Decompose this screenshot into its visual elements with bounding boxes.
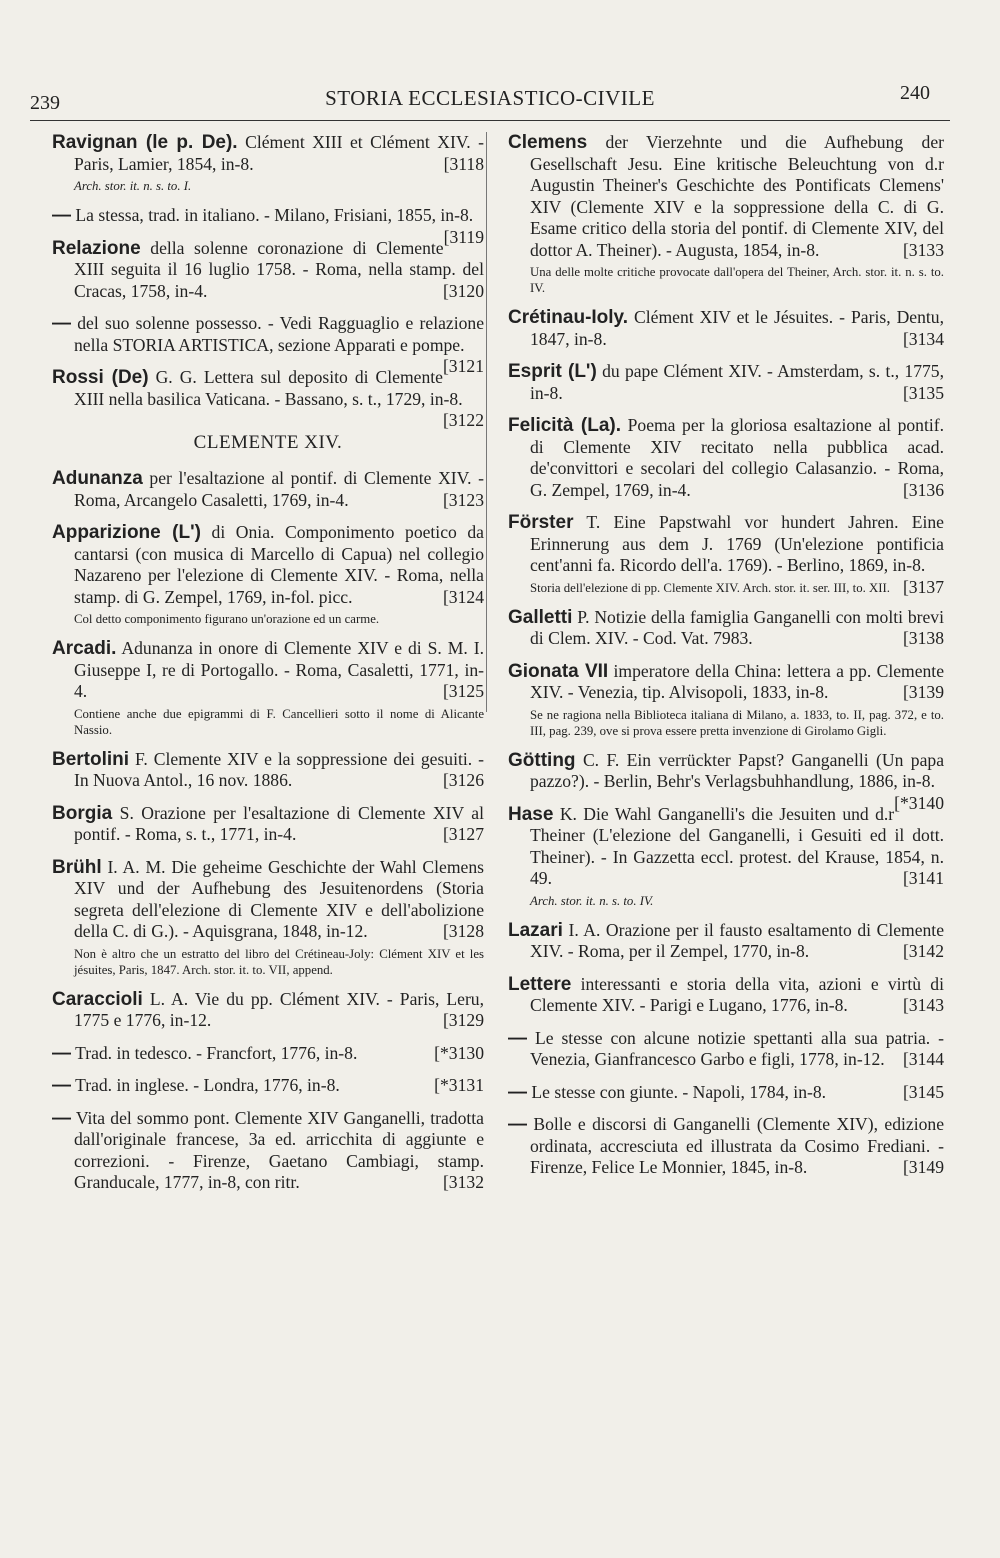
entry-text: G. G. Lettera sul deposito di Clemente XIII nella basilica Vaticana. - Bassano, s. t., 1729, in-8.: [74, 367, 463, 409]
entry-headword: —: [52, 313, 71, 334]
entry-number: [3126: [442, 770, 484, 790]
entry-text: K. Die Wahl Ganganelli's die Jesuiten und d.r Theiner (L'elezione del Ganganelli, i Gesuiti ed il dott. Theiner). - In Gazzetta eccl. protest. del Krause, 1854, n. 49.: [530, 803, 944, 888]
entry-body: [508, 1027, 945, 1071]
entry-text: S. Orazione per l'esaltazione di Clemente XIV al pontif. - Roma, s. t., 1771, in-4.: [74, 802, 484, 844]
bibliography-entry: [508, 415, 944, 501]
bibliography-entry: [52, 468, 484, 511]
entry-body: [52, 1042, 484, 1065]
bibliography-entry: [508, 607, 944, 650]
entry-headword: —: [52, 1075, 71, 1096]
entry-note: Non è altro che un estratto del libro del Crétineau-Joly: Clément XIV et les jésuites, Paris, 1847. Arch. stor. it. to. VII, append.: [74, 946, 484, 977]
page-header: [30, 80, 950, 121]
bibliography-entry: [508, 749, 945, 813]
entry-headword: —: [508, 1027, 527, 1049]
entry-body: [508, 415, 945, 501]
entry-note: Storia dell'elezione di pp. Clemente XIV. Arch. stor. it. ser. III, to. XII.: [530, 580, 890, 595]
entry-headword: Borgia: [52, 802, 113, 824]
entry-number: [3142: [902, 941, 944, 961]
entry-note: Se ne ragiona nella Biblioteca italiana di Milano, a. 1833, to. II, pag. 372, e to. III, pag. 239, ove si prova essere pretta invenzione di Girolamo Gigli.: [530, 707, 944, 738]
bibliography-entry: [508, 661, 944, 739]
entry-number: [3138: [902, 628, 944, 648]
bibliography-entry: [52, 238, 484, 303]
entry-headword: Adunanza: [52, 468, 143, 489]
entry-headword: Götting: [508, 749, 576, 771]
entry-headword: Förster: [508, 512, 574, 533]
entry-number: [3120: [442, 280, 484, 301]
running-title: STORIA ECCLESIASTICO-CIVILE: [325, 86, 655, 110]
entry-headword: Lettere: [508, 973, 572, 995]
right-column: [508, 132, 944, 1190]
entry-text: Trad. in inglese. - Londra, 1776, in-8.: [75, 1075, 340, 1095]
entry-headword: Bertolini: [52, 748, 130, 770]
entry-headword: Brühl: [52, 856, 102, 878]
entry-body: [508, 1114, 944, 1179]
entry-headword: —: [52, 1042, 71, 1064]
entry-body: [508, 307, 944, 350]
entry-body: [508, 132, 944, 261]
entry-headword: Esprit (L'): [508, 361, 597, 382]
entry-body: [508, 606, 944, 650]
entry-number: [3122: [442, 410, 484, 430]
entry-headword: Ravignan (le p. De).: [52, 132, 238, 153]
entry-number: [3121: [442, 356, 484, 376]
entry-headword: Caraccioli: [52, 988, 143, 1010]
entry-body: [508, 1081, 944, 1104]
entry-headword: Gionata VII: [508, 660, 609, 682]
bibliography-entry: [52, 857, 484, 978]
bibliography-entry: [52, 1075, 484, 1097]
entry-number: [3124: [442, 586, 484, 607]
bibliography-entry: [52, 522, 484, 627]
entry-body: [508, 919, 944, 963]
entry-text: Bolle e discorsi di Ganganelli (Clemente XIV), edizione ordinata, accresciuta ed illustrata da Cosimo Frediani. - Firenze, Felice Le Monnier, 1845, in-8.: [530, 1114, 944, 1177]
entry-number: [3134: [902, 328, 944, 349]
column-divider: [486, 132, 487, 712]
bibliography-entry: [52, 313, 484, 376]
entry-text: Le stesse con giunte. - Napoli, 1784, in-8.: [531, 1081, 827, 1102]
entry-headword: —: [52, 1107, 71, 1129]
entry-body: [52, 522, 484, 608]
entry-headword: —: [508, 1081, 527, 1103]
entry-number: [3123: [442, 489, 484, 510]
entry-body: [508, 803, 944, 890]
entry-number: [3125: [442, 681, 484, 701]
bibliography-entry: [52, 367, 484, 430]
entry-number: [3137: [902, 576, 944, 597]
entry-number: [3144: [902, 1049, 944, 1069]
bibliography-entry: [508, 974, 944, 1017]
entry-headword: —: [508, 1114, 527, 1135]
left-column: [52, 132, 484, 1205]
bibliography-entry: [52, 638, 484, 738]
entry-headword: Clemens: [508, 132, 588, 153]
entry-text: du pape Clément XIV. - Amsterdam, s. t., 1775, in-8.: [530, 361, 945, 403]
entry-text: interessanti e storia della vita, azioni e virtù di Clemente XIV. - Parigi e Lugano, 1776, in-8.: [530, 973, 944, 1015]
entry-note: Contiene anche due epigrammi di F. Cancellieri sotto il nome di Alicante Nassio.: [74, 706, 484, 737]
entry-text: F. Clemente XIV e la soppressione dei gesuiti. - In Nuova Antol., 16 nov. 1886.: [74, 748, 484, 790]
bibliography-entry: [508, 361, 944, 404]
entry-body: [52, 856, 484, 943]
entry-number: [3118: [443, 153, 484, 174]
bibliography-entry: [508, 920, 944, 963]
entry-headword: Galletti: [508, 606, 573, 628]
entry-number: [3149: [902, 1157, 944, 1177]
entry-number: [3129: [442, 1010, 484, 1030]
entry-body: [508, 973, 944, 1017]
entry-headword: Hase: [508, 803, 554, 825]
entry-number: [3136: [902, 479, 944, 500]
entry-note: Arch. stor. it. n. s. to. IV.: [530, 893, 654, 908]
entry-number: [*3130: [434, 1042, 484, 1063]
entry-text: Clément XIII et Clément XIV. - Paris, Lamier, 1854, in-8.: [74, 132, 485, 174]
entry-text: L. A. Vie du pp. Clément XIV. - Paris, Leru, 1775 e 1776, in-12.: [74, 988, 484, 1030]
bibliography-entry: [508, 132, 944, 296]
entry-headword: Felicità (La).: [508, 415, 622, 436]
entry-note: Una delle molte critiche provocate dall'opera del Theiner, Arch. stor. it. n. s. to. IV.: [530, 265, 944, 295]
bibliography-entry: [52, 205, 484, 247]
entry-body: [52, 1075, 484, 1097]
entry-body: [508, 749, 945, 813]
bibliography-entry: [508, 1114, 944, 1179]
entry-text: T. Eine Papstwahl vor hundert Jahren. Eine Erinnerung aus dem J. 1769 (Un'elezione pontificia cent'anni fa. Ricordo dell'a. 1769). - Berlino, 1869, in-8.: [530, 512, 944, 575]
entry-number: [*3131: [434, 1075, 484, 1095]
entry-text: C. F. Ein verrückter Papst? Ganganelli (Un papa pazzo?). - Berlin, Behr's Verlagsbuhhandlung, 1886, in-8.: [530, 749, 945, 791]
entry-body: [52, 367, 484, 430]
entry-text: imperatore della China: lettera a pp. Clemente XIV. - Venezia, tip. Alvisopoli, 1833, in-8.: [530, 660, 944, 702]
bibliography-entry: [508, 804, 944, 909]
entry-body: [52, 205, 484, 247]
bibliography-entry: [508, 307, 944, 350]
entry-number: [3135: [902, 382, 944, 403]
entry-text: per l'esaltazione al pontif. di Clemente XIV. - Roma, Arcangelo Casaletti, 1769, in-4.: [74, 468, 484, 510]
entry-text: Trad. in tedesco. - Francfort, 1776, in-8.: [75, 1042, 358, 1063]
entry-text: P. Notizie della famiglia Ganganelli con molti brevi di Clem. XIV. - Cod. Vat. 7983.: [530, 606, 944, 648]
entry-body: [52, 1107, 484, 1194]
page-number-right: 240: [900, 82, 930, 104]
entry-body: [52, 748, 484, 792]
bibliography-entry: [52, 132, 484, 194]
entry-text: Poema per la gloriosa esaltazione al pontif. di Clemente XIV recitato nella pubblica acad. de'convittori e secolari del collegio Calasanzio. - Roma, G. Zempel, 1769, in-4.: [530, 415, 945, 500]
entry-number: [3145: [902, 1081, 944, 1102]
bibliography-entry: [52, 1108, 484, 1194]
bibliography-entry: [52, 803, 484, 846]
entry-text: della solenne coronazione di Clemente XIII seguita il 16 luglio 1758. - Roma, nella stamp. del Cracas, 1758, in-4.: [74, 237, 484, 301]
entry-number: [3141: [902, 868, 944, 888]
entry-number: [3139: [902, 682, 944, 702]
entry-note: Col detto componimento figurano un'orazione ed un carme.: [74, 612, 380, 626]
entry-headword: Lazari: [508, 919, 563, 941]
entry-headword: Arcadi.: [52, 638, 117, 659]
entry-body: [52, 237, 484, 303]
entry-number: [3143: [902, 995, 944, 1015]
entry-number: [3127: [442, 824, 484, 844]
entry-text: La stessa, trad. in italiano. - Milano, Frisiani, 1855, in-8.: [75, 205, 474, 225]
entry-note: Arch. stor. it. n. s. to. I.: [74, 179, 192, 193]
entry-headword: Rossi (De): [52, 367, 149, 388]
bibliography-entry: [52, 989, 484, 1032]
entry-text: Clément XIV et le Jésuites. - Paris, Dentu, 1847, in-8.: [530, 307, 944, 349]
entry-body: [508, 660, 944, 704]
section-title: CLEMENTE XIV.: [193, 432, 343, 453]
entry-body: [52, 988, 484, 1032]
entry-number: [3133: [902, 239, 944, 260]
entry-number: [3119: [443, 226, 484, 247]
entry-body: [52, 802, 484, 846]
entry-text: Adunanza in onore di Clemente XIV e di S. M. I. Giuseppe I, re di Portogallo. - Roma, Casaletti, 1771, in-4.: [74, 638, 484, 701]
entry-body: [508, 361, 945, 404]
entry-headword: Relazione: [52, 237, 141, 259]
entry-text: I. A. Orazione per il fausto esaltamento di Clemente XIV. - Roma, per il Zempel, 1770, in-8.: [530, 919, 944, 961]
page-number-left: 239: [30, 92, 60, 114]
bibliography-entry: [52, 749, 484, 792]
bibliography-entry: [508, 1028, 944, 1071]
entry-body: [52, 468, 484, 511]
entry-body: [52, 638, 484, 703]
entry-text: der Vierzehnte und die Aufhebung der Gesellschaft Jesu. Eine kritische Beleuchtung von d.r Augustin Theiner's Geschichte des Pontificats Clemens' XIV (Clemente XIV e la soppressione della C. di G. Esame critico della storia del pontif. di Clemente XIV, del dottor A. Theiner). - Augusta, 1854, in-8.: [530, 132, 944, 260]
bibliography-entry: [52, 1043, 484, 1065]
entry-headword: Apparizione (L'): [52, 522, 201, 543]
entry-number: [3128: [442, 921, 484, 941]
entry-number: [*3140: [894, 792, 944, 813]
entry-text: di Onia. Componimento poetico da cantarsi (con musica di Marcello di Capua) nel collegio Nazareno per l'elezione di Clemente XIV. - Roma, nella stamp. di G. Zempel, 1769, in-fol. picc.: [74, 522, 484, 607]
bibliography-entry: [508, 512, 944, 596]
entry-headword: Crétinau-Ioly.: [508, 307, 628, 328]
entry-text: del suo solenne possesso. - Vedi Ragguaglio e relazione nella STORIA ARTISTICA, sezione Apparati e pompe.: [74, 313, 484, 355]
entry-number: [3132: [442, 1172, 484, 1192]
entry-headword: —: [52, 205, 71, 226]
entry-text: Le stesse con alcune notizie spettanti alla sua patria. - Venezia, Gianfrancesco Garbo e figli, 1778, in-12.: [530, 1027, 945, 1069]
bibliography-entry: [508, 1082, 944, 1104]
entry-body: [52, 313, 484, 376]
entry-text: I. A. M. Die geheime Geschichte der Wahl Clemens XIV und der Aufhebung des Jesuitenordens (Storia segreta dell'elezione di Clemente XIV e dell'abolizione della C. di G.). - Aquisgrana, 1848, in-12.: [74, 856, 484, 941]
entry-body: [52, 132, 485, 175]
entry-text: Vita del sommo pont. Clemente XIV Ganganelli, tradotta dall'originale francese, 3a ed. arricchita di aggiunte e correzioni. - Firenze, Gaetano Cambiagi, stamp. Granducale, 1777, in-8, con ritr.: [74, 1107, 484, 1192]
